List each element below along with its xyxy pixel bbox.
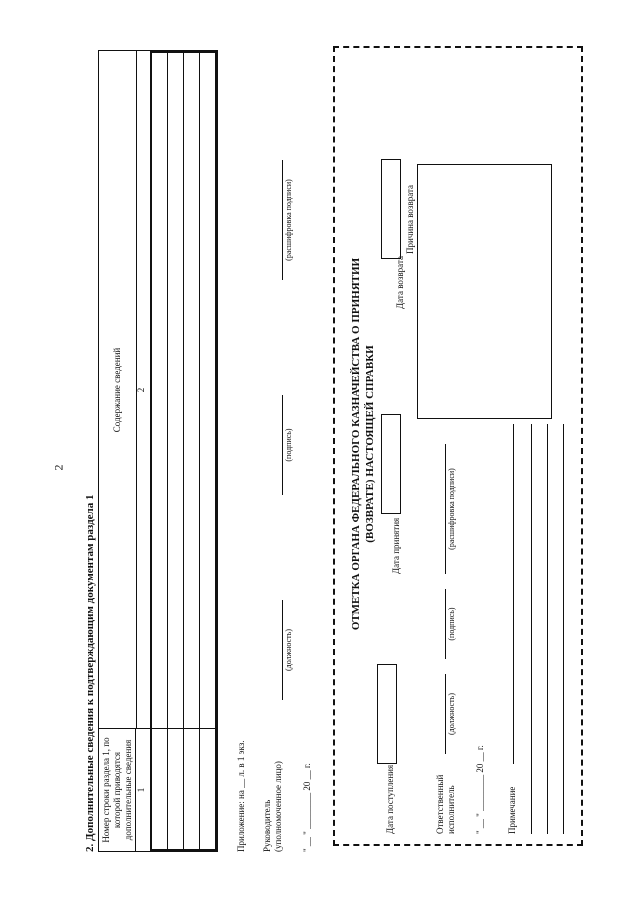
return-reason-box[interactable]	[417, 164, 552, 419]
col1-number: 1	[136, 729, 151, 851]
head-label: Руководитель (уполномоченное лицо)	[262, 761, 283, 852]
page-number: 2	[51, 464, 66, 471]
note-line	[563, 424, 564, 834]
executor-signature-line	[445, 589, 446, 659]
note-label: Примечание	[507, 786, 517, 834]
table-row	[167, 51, 184, 851]
thick-border	[150, 51, 152, 851]
receipt-date-label: Дата поступления	[385, 764, 395, 834]
head-signature-line	[282, 395, 283, 495]
return-reason-label: Причина возврата	[405, 184, 415, 254]
treasury-title: ОТМЕТКА ОРГАНА ФЕДЕРАЛЬНОГО КАЗНАЧЕЙСТВА О ПРИНЯТИИ (ВОЗВРАТЕ) НАСТОЯЩЕЙ СПРАВКИ	[350, 257, 376, 631]
accept-date-label: Дата принятия	[391, 517, 401, 574]
return-date-box[interactable]	[381, 159, 401, 259]
note-line	[547, 424, 548, 834]
receipt-date-box[interactable]	[377, 664, 397, 764]
head-signature-caption: (подпись)	[284, 428, 293, 462]
col2-number: 2	[136, 51, 151, 729]
section-title: 2. Дополнительные сведения к подтверждающим документам раздела 1	[84, 494, 96, 852]
treasury-mark-frame	[333, 46, 583, 846]
executor-decode-line	[445, 444, 446, 574]
attachment-line: Приложение: на __ л. в 1 экз.	[236, 740, 246, 852]
head-position-line	[282, 600, 283, 700]
executor-date-line: " __ " ________ 20 __ г.	[475, 745, 485, 834]
executor-label: Ответственный исполнитель	[435, 774, 456, 834]
thick-border	[150, 51, 217, 53]
additional-info-table	[98, 50, 218, 852]
executor-signature-caption: (подпись)	[447, 607, 456, 641]
head-position-caption: (должность)	[284, 629, 293, 671]
head-date-line: " __ " ________ 20 __ г.	[302, 763, 312, 852]
return-date-label: Дата возврата	[395, 256, 405, 309]
accept-date-box[interactable]	[381, 414, 401, 514]
table-row	[183, 51, 200, 851]
thick-border	[215, 51, 217, 851]
executor-decode-caption: (расшифровка подписи)	[447, 468, 456, 550]
note-line	[513, 424, 514, 764]
executor-position-line	[445, 674, 446, 754]
note-line	[531, 424, 532, 834]
col2-header: Содержание сведений	[99, 51, 137, 729]
table-row	[151, 51, 168, 851]
executor-position-caption: (должность)	[447, 693, 456, 735]
thick-border	[150, 849, 217, 851]
head-decode-caption: (расшифровка подписи)	[284, 179, 293, 261]
col1-header: Номер строки раздела 1, по которой приводятся дополнительные сведения	[99, 729, 136, 851]
rotated-page	[40, 30, 600, 900]
head-decode-line	[282, 160, 283, 280]
